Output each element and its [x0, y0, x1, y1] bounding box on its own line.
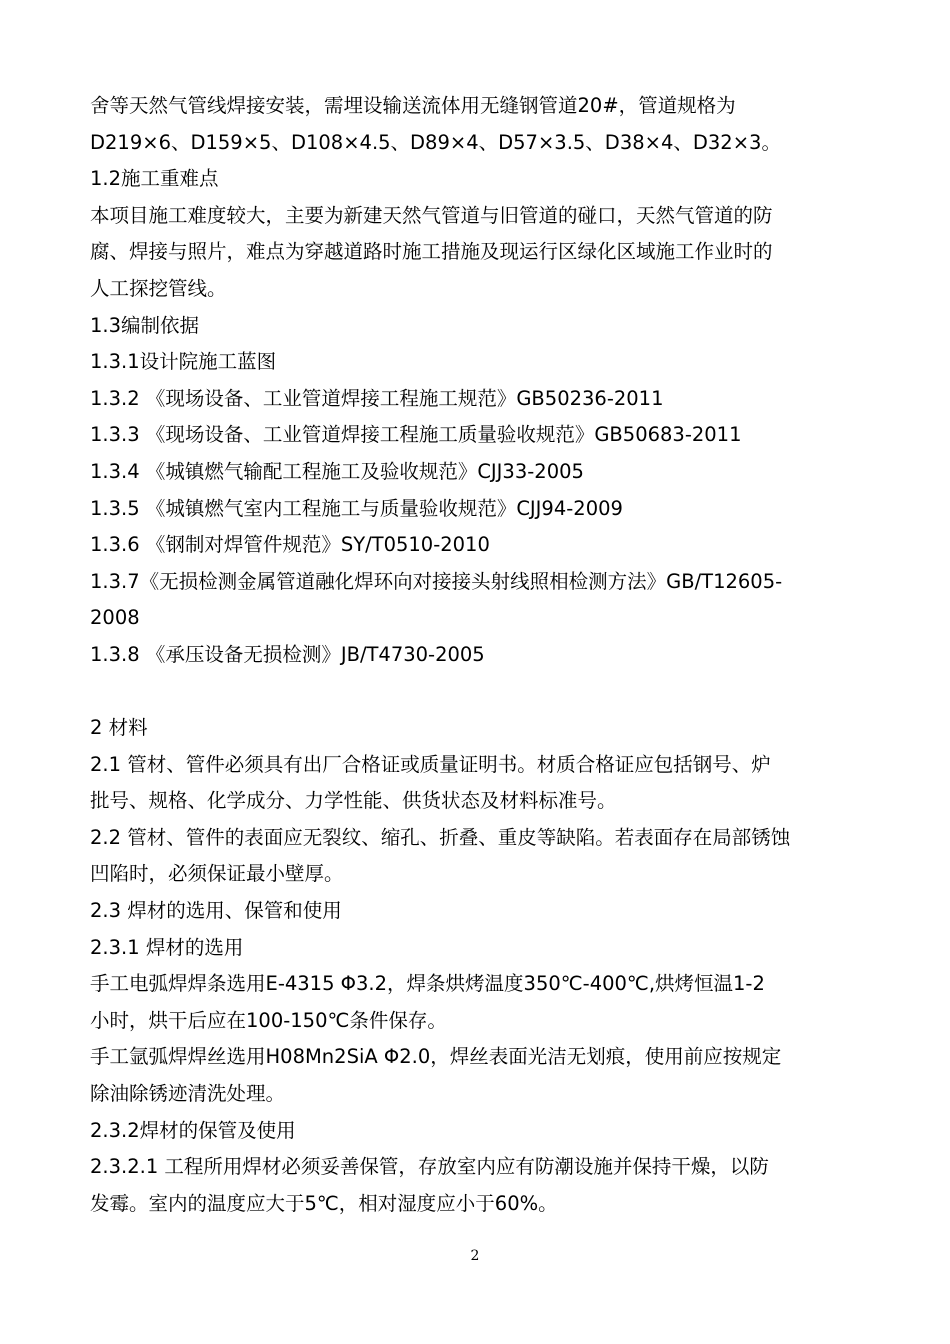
text-line: 人工探挖管线。 [90, 276, 227, 300]
text-line: 舍等天然气管线焊接安装，需埋设输送流体用无缝钢管道20#，管道规格为 [90, 94, 736, 117]
text-line: 2.1 管材、管件必须具有出厂合格证或质量证明书。材质合格证应包括钢号、炉 [90, 752, 771, 776]
text-line: 1.3编制依据 [90, 313, 200, 337]
text-line: 除油除锈迹清洗处理。 [90, 1082, 286, 1106]
text-line: 1.3.5 《城镇燃气室内工程施工与质量验收规范》CJJ94-2009 [90, 496, 623, 520]
text-line: 1.3.6 《钢制对焊管件规范》SY/T0510-2010 [90, 533, 490, 557]
text-line: 2.3.1 焊材的选用 [90, 935, 244, 959]
text-line: 2008 [90, 606, 140, 630]
text-line: 1.3.3 《现场设备、工业管道焊接工程施工质量验收规范》GB50683-2011 [90, 423, 742, 447]
text-line: 手工电弧焊焊条选用E-4315 Φ3.2，焊条烘烤温度350℃-400℃,烘烤恒温1-2 [90, 972, 765, 996]
document-body [90, 88, 865, 1222]
text-line: 腐、焊接与照片，难点为穿越道路时施工措施及现运行区绿化区域施工作业时的 [90, 240, 773, 264]
text-line: 2.3.2焊材的保管及使用 [90, 1118, 296, 1142]
text-line: 手工氩弧焊焊丝选用H08Mn2SiA Φ2.0，焊丝表面光洁无划痕，使用前应按规定 [90, 1045, 782, 1069]
text-line: 2.3.2.1 工程所用焊材必须妥善保管，存放室内应有防潮设施并保持干燥，以防 [90, 1155, 769, 1179]
text-line: 本项目施工难度较大，主要为新建天然气管道与旧管道的碰口，天然气管道的防 [90, 203, 773, 227]
text-line: 2 材料 [90, 716, 148, 740]
text-line: 1.3.8 《承压设备无损检测》JB/T4730-2005 [90, 642, 485, 666]
page-number: 2 [470, 1248, 480, 1264]
text-line: 2.3 焊材的选用、保管和使用 [90, 899, 342, 923]
text-line: 1.3.2 《现场设备、工业管道焊接工程施工规范》GB50236-2011 [90, 386, 664, 410]
blank-line [90, 674, 865, 711]
text-line: 1.3.4 《城镇燃气输配工程施工及验收规范》CJJ33-2005 [90, 459, 584, 483]
text-line: 小时，烘干后应在100-150℃条件保存。 [90, 1008, 447, 1032]
text-line: D219×6、D159×5、D108×4.5、D89×4、D57×3.5、D38×4、D32×3。 [90, 130, 781, 154]
text-line: 1.3.1设计院施工蓝图 [90, 350, 277, 374]
text-line: 凹陷时，必须保证最小壁厚。 [90, 862, 344, 886]
text-line: 1.3.7《无损检测金属管道融化焊环向对接接头射线照相检测方法》GB/T12605- [90, 569, 783, 593]
text-line: 1.2施工重难点 [90, 167, 219, 191]
text-line: 批号、规格、化学成分、力学性能、供货状态及材料标准号。 [90, 789, 617, 813]
text-line: 发霉。室内的温度应大于5℃，相对湿度应小于60%。 [90, 1191, 558, 1215]
text-line: 2.2 管材、管件的表面应无裂纹、缩孔、折叠、重皮等缺陷。若表面存在局部锈蚀 [90, 825, 791, 849]
